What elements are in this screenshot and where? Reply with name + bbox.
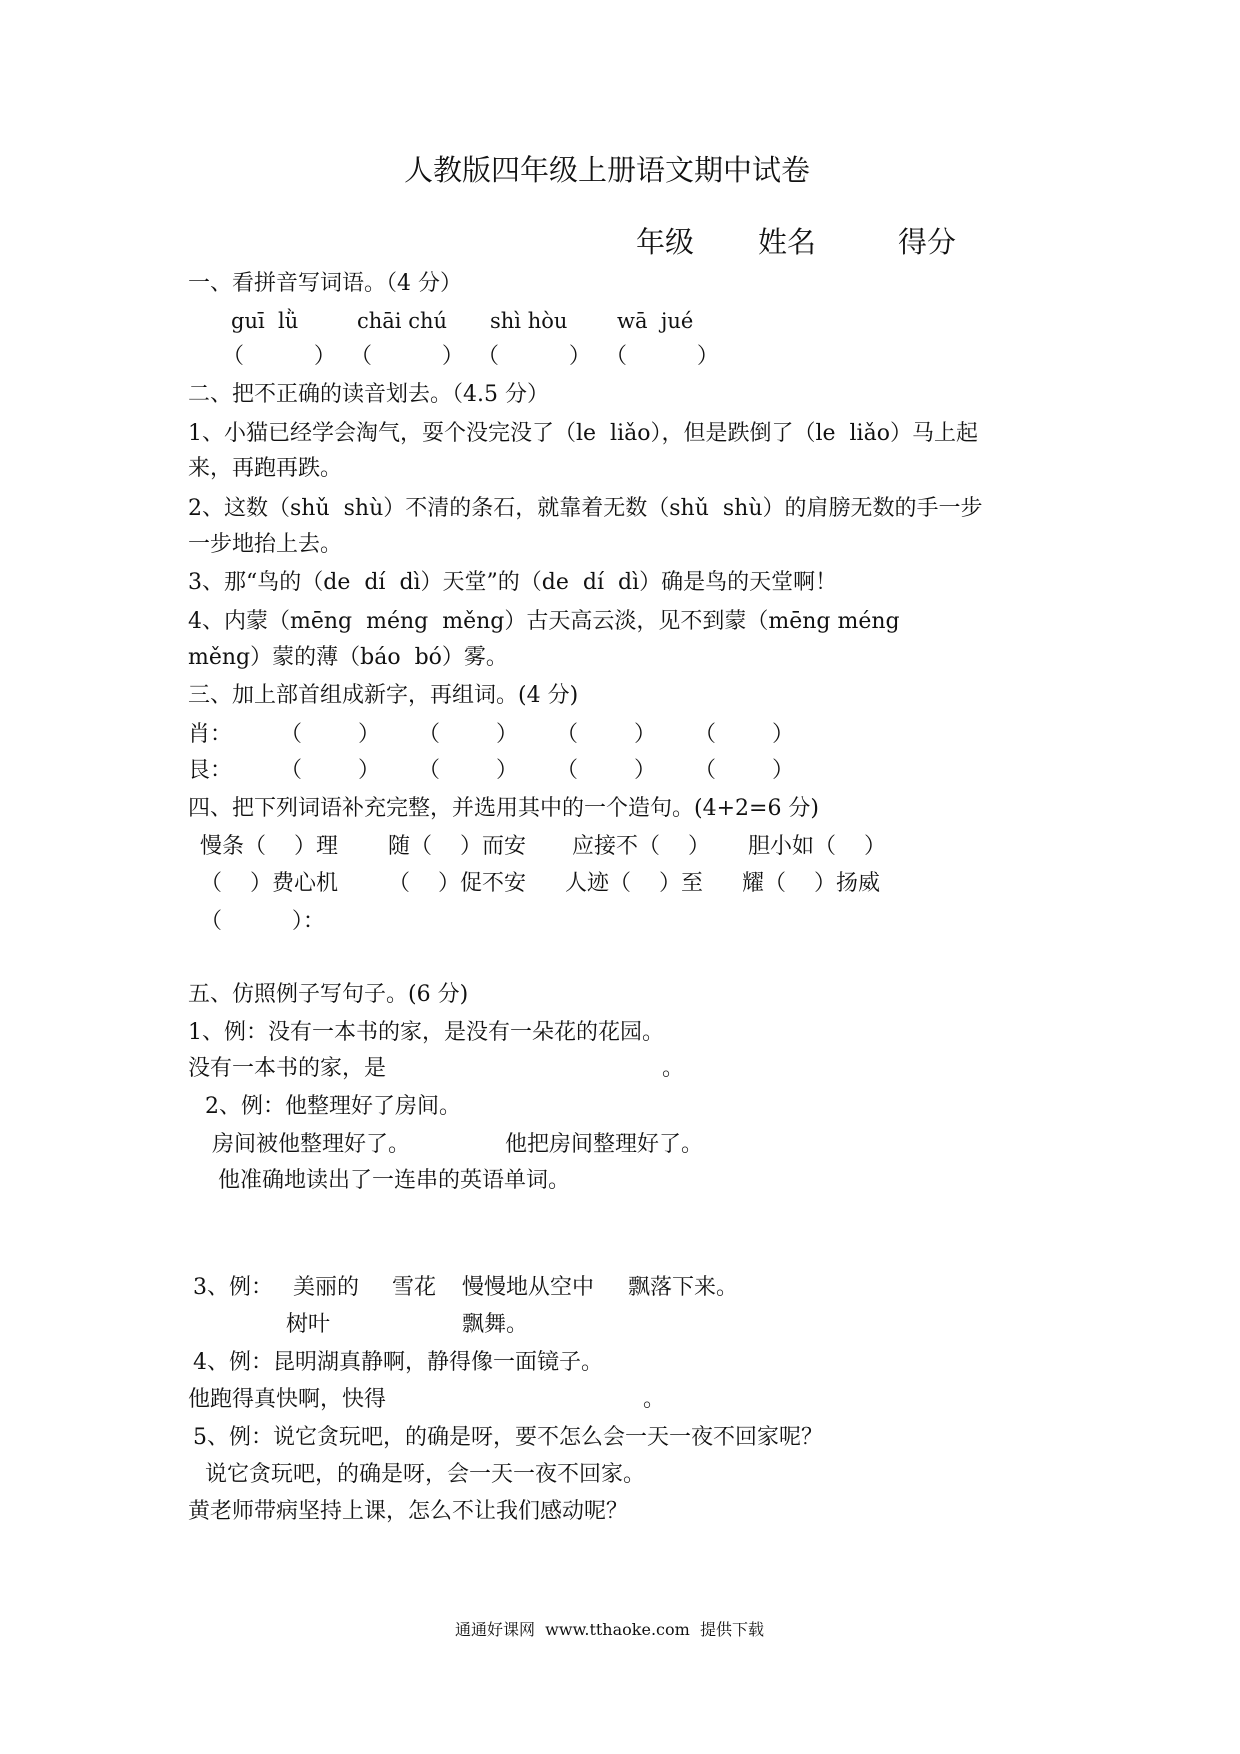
section5-heading: 五、仿照例子写句子。(6 分) (188, 982, 469, 1007)
radical-label: 肖： (188, 722, 233, 747)
exercise-line: 他准确地读出了一连串的英语单词。 (218, 1168, 571, 1193)
sentence-answer[interactable]: （ ）： (200, 909, 325, 934)
exercise-line: 没有一本书的家，是 (188, 1056, 387, 1081)
score-label: 得分 (898, 225, 957, 259)
example-word: 美丽的 (293, 1275, 360, 1300)
answer-blank[interactable]: （ ） (222, 344, 336, 369)
example-word: 雪花 (392, 1275, 437, 1300)
idiom-item[interactable]: 随（ ）而安 (388, 834, 526, 859)
example-line: 他把房间整理好了。 (505, 1132, 704, 1157)
example-line: 说它贪玩吧，的确是呀，会一天一夜不回家。 (205, 1462, 646, 1487)
answer-blank[interactable]: （ ） (694, 758, 794, 783)
idiom-item[interactable]: 耀（ ）扬威 (742, 871, 880, 896)
answer-blank[interactable]: （ ） (556, 758, 656, 783)
answer-blank[interactable]: （ ） (280, 758, 380, 783)
question-line: měng）蒙的薄（báo bó）雾。 (188, 645, 508, 670)
exercise-line: 他跑得真快啊，快得 (188, 1387, 387, 1412)
pinyin-item: chāi chú (357, 309, 448, 333)
exercise-line: 黄老师带病坚持上课，怎么不让我们感动呢？ (188, 1499, 629, 1524)
example-line: 1、例：没有一本书的家，是没有一朵花的花园。 (188, 1020, 664, 1045)
example-word: 飘落下来。 (628, 1275, 739, 1300)
section1-heading: 一、看拼音写词语。（4 分） (188, 271, 462, 296)
idiom-item[interactable]: 胆小如（ ） (748, 834, 886, 859)
question-line: 4、内蒙（mēng méng měng）古天高云淡，见不到蒙（mēng méng (188, 609, 900, 634)
example-line: 4、例：昆明湖真静啊，静得像一面镜子。 (193, 1350, 603, 1375)
question-line: 3、那“鸟的（de dí dì）天堂”的（de dí dì）确是鸟的天堂啊！ (188, 570, 838, 595)
footer-credit: 通通好课网 www.tthaoke.com 提供下载 (455, 1620, 764, 1639)
answer-blank[interactable]: （ ） (477, 344, 591, 369)
answer-blank[interactable]: （ ） (418, 722, 518, 747)
example-line: 2、例：他整理好了房间。 (205, 1094, 461, 1119)
example-line: 房间被他整理好了。 (212, 1132, 411, 1157)
question-line: 一步地抬上去。 (188, 532, 343, 557)
exercise-end: 。 (643, 1387, 666, 1412)
pinyin-item: guī lǜ (231, 309, 299, 333)
question-line: 来，再跑再跌。 (188, 456, 343, 481)
exercise-end: 。 (662, 1056, 685, 1081)
answer-blank[interactable]: （ ） (556, 722, 656, 747)
example-line: 5、例：说它贪玩吧，的确是呀，要不怎么会一天一夜不回家呢？ (193, 1425, 823, 1450)
answer-blank[interactable]: （ ） (350, 344, 464, 369)
idiom-item[interactable]: 应接不（ ） (572, 834, 710, 859)
answer-blank[interactable]: （ ） (280, 722, 380, 747)
exercise-word: 树叶 (286, 1312, 331, 1337)
grade-label: 年级 (636, 225, 695, 259)
example-word: 慢慢地从空中 (462, 1275, 595, 1300)
page-title: 人教版四年级上册语文期中试卷 (404, 153, 811, 187)
idiom-item[interactable]: 人迹（ ）至 (565, 871, 703, 896)
name-label: 姓名 (758, 225, 817, 259)
answer-blank[interactable]: （ ） (694, 722, 794, 747)
idiom-item[interactable]: （ ）费心机 (200, 871, 338, 896)
pinyin-item: wā jué (617, 309, 694, 333)
answer-blank[interactable]: （ ） (418, 758, 518, 783)
section3-heading: 三、加上部首组成新字，再组词。(4 分) (188, 683, 579, 708)
idiom-item[interactable]: 慢条（ ）理 (200, 834, 338, 859)
exercise-word: 飘舞。 (462, 1312, 529, 1337)
radical-label: 艮： (188, 758, 233, 783)
example-number: 3、例： (193, 1275, 273, 1300)
section4-heading: 四、把下列词语补充完整，并选用其中的一个造句。(4+2=6 分) (188, 796, 820, 821)
section2-heading: 二、把不正确的读音划去。（4.5 分） (188, 382, 549, 407)
question-line: 2、这数（shǔ shù）不清的条石，就靠着无数（shǔ shù）的肩膀无数的手一步 (188, 496, 983, 521)
question-line: 1、小猫已经学会淘气，耍个没完没了（le liǎo），但是跌倒了（le liǎo）马上起 (188, 421, 978, 446)
idiom-item[interactable]: （ ）促不安 (388, 871, 526, 896)
pinyin-item: shì hòu (490, 309, 568, 333)
answer-blank[interactable]: （ ） (605, 344, 719, 369)
